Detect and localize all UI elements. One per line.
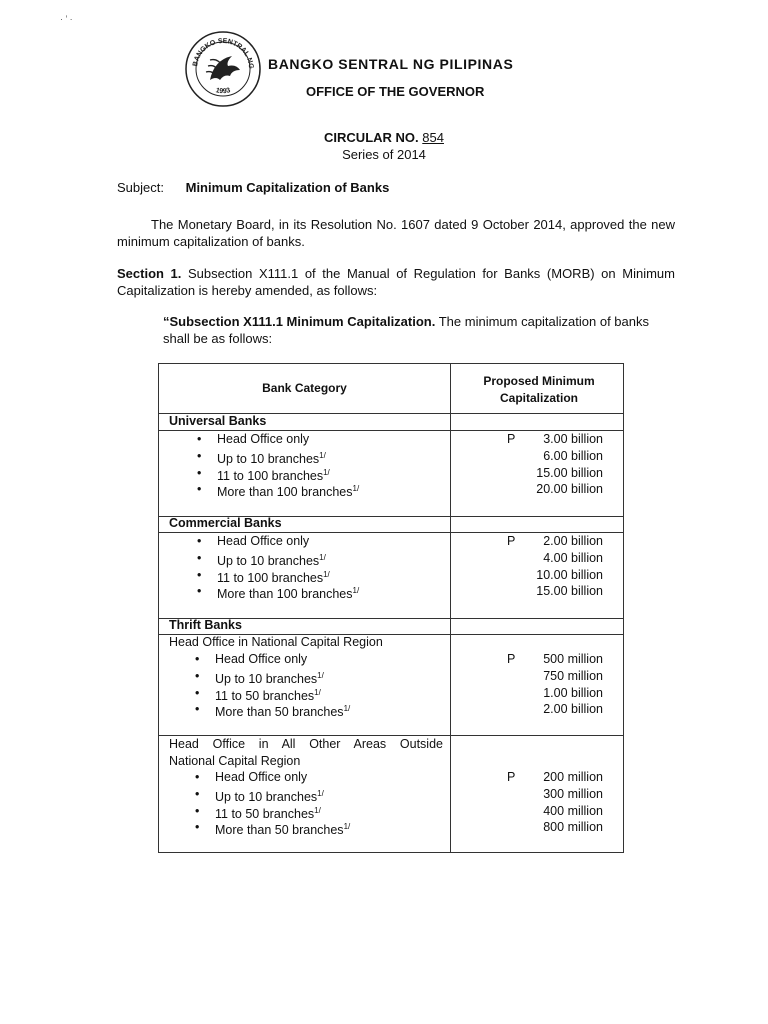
office-name: OFFICE OF THE GOVERNOR — [306, 84, 485, 99]
universal-list — [169, 431, 359, 498]
list-item: • Head Office only — [169, 431, 359, 448]
header-proposed-capitalization: Proposed Minimum Capitalization — [483, 374, 595, 405]
value-cell: P 3.00 billion — [507, 432, 603, 446]
value-cell: P 2.00 billion — [507, 534, 603, 548]
value-cell: 2.00 billion — [543, 702, 603, 717]
category-thrift-banks: Thrift Banks — [169, 618, 242, 632]
value-cell: 1.00 billion — [543, 685, 603, 700]
value-cell: 300 million — [543, 786, 603, 801]
section-text: Subsection X111.1 of the Manual of Regulation for Banks (MORB) on Minimum Capitalization is hereby amended, as follows: — [117, 266, 675, 298]
circular-number-line — [0, 130, 768, 145]
svg-text:1993 — [215, 87, 231, 95]
value-cell: P 500 million — [507, 652, 603, 666]
list-item: • 11 to 50 branches$^{1/}$ — [167, 803, 350, 820]
value-cell: 750 million — [543, 668, 603, 683]
subsection-paragraph — [163, 313, 655, 347]
subject-label: Subject: — [117, 180, 164, 195]
thrift-other-list — [167, 769, 350, 836]
capitalization-table — [158, 363, 624, 853]
thrift-ncr-list — [167, 651, 350, 718]
thrift-other-heading-line2: National Capital Region — [169, 754, 301, 768]
circular-series: Series of 2014 — [342, 147, 426, 162]
value-cell: 20.00 billion — [536, 482, 603, 497]
subsection-title: “Subsection X111.1 Minimum Capitalization. — [163, 314, 436, 329]
list-item: • Head Office only — [167, 651, 350, 668]
thrift-other-values — [443, 769, 603, 836]
value-cell: P 200 million — [507, 770, 603, 784]
list-item: • More than 100 branches$^{1/}$ — [169, 583, 359, 600]
list-item: • Up to 10 branches$^{1/}$ — [169, 550, 359, 567]
list-item: • 11 to 100 branches$^{1/}$ — [169, 567, 359, 584]
value-cell: 6.00 billion — [543, 448, 603, 463]
section-label: Section 1. — [117, 266, 182, 281]
value-cell: 15.00 billion — [536, 465, 603, 480]
section-1-paragraph — [117, 265, 675, 299]
category-universal-banks: Universal Banks — [169, 414, 267, 428]
commercial-list — [169, 533, 359, 600]
list-item: • Head Office only — [169, 533, 359, 550]
value-cell: 800 million — [543, 820, 603, 835]
thrift-ncr-values — [443, 651, 603, 718]
commercial-values — [443, 533, 603, 600]
scan-specks: · ’ · — [60, 14, 73, 24]
value-cell: 15.00 billion — [536, 584, 603, 599]
list-item: • Up to 10 branches$^{1/}$ — [167, 786, 350, 803]
thrift-ncr-heading: Head Office in National Capital Region — [169, 635, 383, 649]
header-bank-category: Bank Category — [262, 381, 347, 395]
list-item: • More than 50 branches$^{1/}$ — [167, 701, 350, 718]
list-item: • Up to 10 branches$^{1/}$ — [167, 668, 350, 685]
seal-text-bottom: 1993 — [214, 87, 232, 96]
universal-values — [443, 431, 603, 498]
subject-title: Minimum Capitalization of Banks — [185, 180, 390, 195]
list-item: • More than 100 branches$^{1/}$ — [169, 481, 359, 498]
thrift-other-heading-line1: Head Office in All Other Areas Outside — [169, 737, 443, 751]
list-item: • More than 50 branches$^{1/}$ — [167, 819, 350, 836]
bsp-seal-logo — [184, 30, 262, 108]
value-cell: 10.00 billion — [536, 567, 603, 582]
value-cell: 4.00 billion — [543, 550, 603, 565]
list-item: • 11 to 100 branches$^{1/}$ — [169, 465, 359, 482]
subsection-text: The minimum capitalization of banks shall be as follows: — [163, 314, 649, 346]
category-commercial-banks: Commercial Banks — [169, 516, 282, 530]
list-item: • Up to 10 branches$^{1/}$ — [169, 448, 359, 465]
list-item: • Head Office only — [167, 769, 350, 786]
bank-name: BANGKO SENTRAL NG PILIPINAS — [268, 56, 514, 72]
circular-number: 854 — [422, 130, 444, 145]
intro-paragraph: The Monetary Board, in its Resolution No. 1607 dated 9 October 2014, approved the new minimum capitalization of banks. — [117, 217, 675, 249]
value-cell: 400 million — [543, 803, 603, 818]
list-item: • 11 to 50 branches$^{1/}$ — [167, 685, 350, 702]
circular-label: CIRCULAR NO. — [324, 130, 419, 145]
subject-line — [117, 180, 389, 195]
seal-text-top: BANGKO SENTRAL NG — [192, 37, 255, 70]
